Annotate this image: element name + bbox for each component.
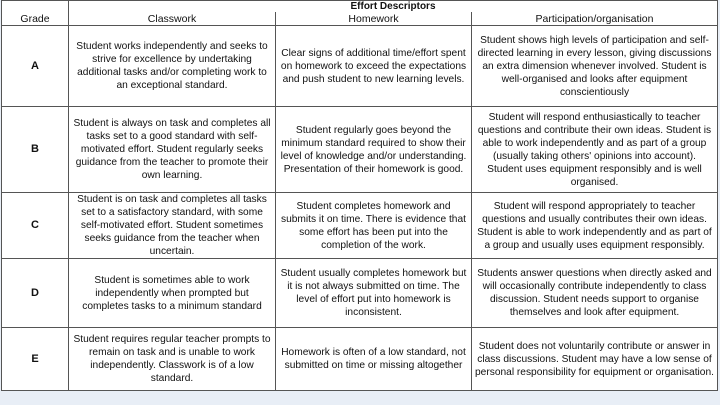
participation-cell: Student does not voluntarily contribute or answer in class discussions. Student may have a low sense of personal responsibility for equipment or organisation. <box>472 328 718 391</box>
grade-cell: B <box>2 107 69 193</box>
table-row <box>2 259 718 328</box>
grade-cell: C <box>2 193 69 259</box>
homework-cell: Student completes homework and submits it on time. There is evidence that some effort has been put into the completion of the work. <box>276 193 472 259</box>
participation-cell: Student shows high levels of participation and self-directed learning in every lesson, giving discussions an extra dimension whenever involved. Student is well-organised and looks after equipment conscientiously <box>472 26 718 107</box>
grade-header-top-cell <box>2 1 69 13</box>
participation-header: Participation/organisation <box>472 12 718 26</box>
homework-cell: Homework is often of a low standard, not submitted on time or missing altogether <box>276 328 472 391</box>
homework-cell: Student usually completes homework but it is not always submitted on time. The level of effort put into homework is inconsistent. <box>276 259 472 328</box>
grade-cell: D <box>2 259 69 328</box>
table-row <box>2 26 718 107</box>
classwork-cell: Student works independently and seeks to strive for excellence by undertaking additional tasks and/or completing work to an exceptional standard. <box>69 26 276 107</box>
grade-header: Grade <box>2 12 69 26</box>
homework-cell: Student regularly goes beyond the minimum standard required to show their level of knowledge and/or understanding. Presentation of their homework is good. <box>276 107 472 193</box>
classwork-header: Classwork <box>69 12 276 26</box>
classwork-cell: Student requires regular teacher prompts to remain on task and is unable to work independently. Classwork is of a low standard. <box>69 328 276 391</box>
table-row <box>2 107 718 193</box>
classwork-cell: Student is sometimes able to work independently when prompted but completes tasks to a minimum standard <box>69 259 276 328</box>
participation-cell: Students answer questions when directly asked and will occasionally contribute independently to class discussion. Student needs support to organise themselves and look after equipment. <box>472 259 718 328</box>
table-title: Effort Descriptors <box>69 1 718 13</box>
homework-cell: Clear signs of additional time/effort spent on homework to exceed the expectations and push student to new learning levels. <box>276 26 472 107</box>
grade-cell: A <box>2 26 69 107</box>
homework-header: Homework <box>276 12 472 26</box>
participation-cell: Student will respond enthusiastically to teacher questions and contribute their own ideas. Student is able to work independently and as part of a group (usually taking others' opinions into account). Student uses equipment responsibly and is well organised. <box>472 107 718 193</box>
classwork-cell: Student is always on task and completes all tasks set to a good standard with self-motivated effort. Student regularly seeks guidance from the teacher to promote their own learning. <box>69 107 276 193</box>
table-row <box>2 193 718 259</box>
classwork-cell: Student is on task and completes all tasks set to a satisfactory standard, with some self-motivated effort. Student sometimes seeks guidance from the teacher when uncertain. <box>69 193 276 259</box>
grade-cell: E <box>2 328 69 391</box>
effort-descriptors-table <box>1 0 718 391</box>
participation-cell: Student will respond appropriately to teacher questions and usually contributes their own ideas. Student is able to work independently and as part of a group and usually uses equipment responsibly. <box>472 193 718 259</box>
title-row <box>2 1 718 13</box>
header-row <box>2 12 718 26</box>
table-row <box>2 328 718 391</box>
